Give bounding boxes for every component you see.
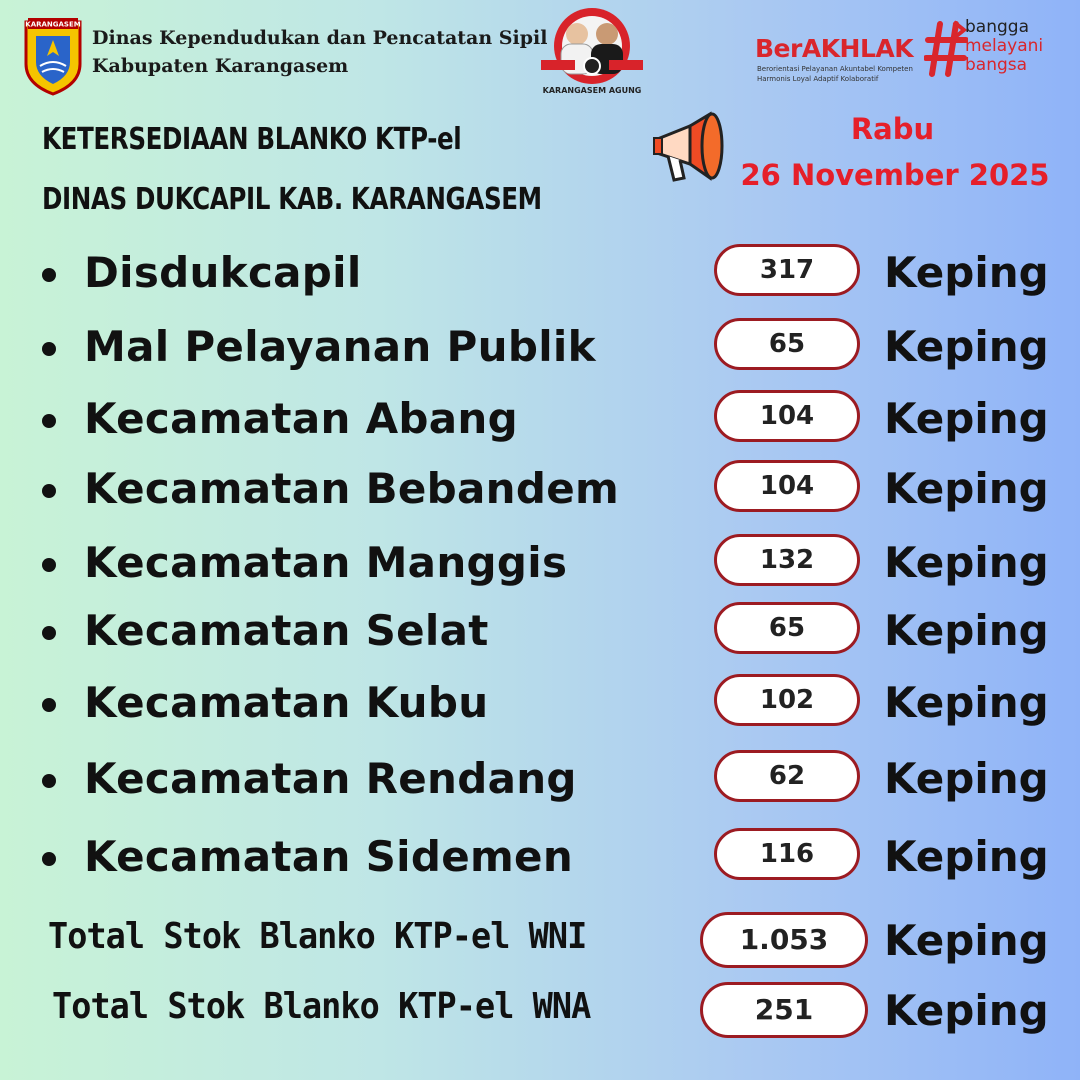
total-value: 1.053 xyxy=(700,912,868,968)
total-row-wni xyxy=(0,910,1080,980)
item-value: 62 xyxy=(714,750,860,802)
berakhlak-logo: BerAKHLAK xyxy=(755,34,914,63)
item-unit: Keping xyxy=(884,322,1049,371)
item-value: 65 xyxy=(714,602,860,654)
item-unit: Keping xyxy=(884,678,1049,727)
list-item xyxy=(0,672,1080,742)
item-unit: Keping xyxy=(884,394,1049,443)
list-item xyxy=(0,600,1080,670)
portrait-caption: KARANGASEM AGUNG xyxy=(542,86,642,95)
total-row-wna xyxy=(0,980,1080,1050)
slogan-line-1: bangga xyxy=(965,17,1029,37)
item-unit: Keping xyxy=(884,248,1049,297)
item-value: 317 xyxy=(714,244,860,296)
total-value: 251 xyxy=(700,982,868,1038)
total-label: Total Stok Blanko KTP-el WNI xyxy=(48,916,587,957)
bullet-icon xyxy=(42,342,56,356)
item-label: Kecamatan Bebandem xyxy=(84,464,620,513)
list-item xyxy=(0,826,1080,896)
slogan xyxy=(965,18,1043,75)
berakhlak-sub-line-1: Berorientasi Pelayanan Akuntabel Kompeten xyxy=(757,65,913,73)
item-unit: Keping xyxy=(884,832,1049,881)
list-item xyxy=(0,388,1080,458)
karangasem-emblem-icon xyxy=(22,14,84,96)
item-unit: Keping xyxy=(884,754,1049,803)
item-value: 104 xyxy=(714,390,860,442)
berakhlak-subtitle xyxy=(757,64,927,84)
item-label: Kecamatan Abang xyxy=(84,394,518,443)
bullet-icon xyxy=(42,558,56,572)
bullet-icon xyxy=(42,268,56,282)
slogan-line-2: melayani xyxy=(965,36,1044,56)
bullet-icon xyxy=(42,626,56,640)
list-item xyxy=(0,748,1080,818)
item-unit: Keping xyxy=(884,464,1049,513)
org-line-2: Kabupaten Karangasem xyxy=(92,55,349,77)
slogan-line-3: bangsa xyxy=(965,55,1028,75)
org-line-1: Dinas Kependudukan dan Pencatatan Sipil xyxy=(92,27,548,49)
day-label: Rabu xyxy=(850,112,935,146)
berakhlak-sub-line-2: Harmonis Loyal Adaptif Kolaboratif xyxy=(757,75,879,83)
item-label: Kecamatan Sidemen xyxy=(84,832,574,881)
item-label: Kecamatan Rendang xyxy=(84,754,577,803)
item-value: 116 xyxy=(714,828,860,880)
item-value: 104 xyxy=(714,460,860,512)
leaders-portrait-icon xyxy=(533,4,651,98)
item-unit: Keping xyxy=(884,986,1049,1035)
bullet-icon xyxy=(42,852,56,866)
item-label: Kecamatan Kubu xyxy=(84,678,489,727)
title-line-1: KETERSEDIAAN BLANKO KTP-el xyxy=(42,122,462,157)
list-item xyxy=(0,532,1080,602)
bullet-icon xyxy=(42,414,56,428)
item-label: Kecamatan Manggis xyxy=(84,538,568,587)
title-line-2: DINAS DUKCAPIL KAB. KARANGASEM xyxy=(42,182,542,217)
list-item xyxy=(0,458,1080,528)
bullet-icon xyxy=(42,698,56,712)
item-label: Kecamatan Selat xyxy=(84,606,489,655)
list-item xyxy=(0,242,1080,312)
item-label: Disdukcapil xyxy=(84,248,362,297)
item-value: 102 xyxy=(714,674,860,726)
item-label: Mal Pelayanan Publik xyxy=(84,322,596,371)
item-unit: Keping xyxy=(884,538,1049,587)
item-value: 65 xyxy=(714,318,860,370)
hashtag-icon xyxy=(924,20,968,78)
item-unit: Keping xyxy=(884,606,1049,655)
bullet-icon xyxy=(42,774,56,788)
megaphone-icon xyxy=(650,108,732,188)
bullet-icon xyxy=(42,484,56,498)
total-label: Total Stok Blanko KTP-el WNA xyxy=(52,986,591,1027)
emblem-text: KARANGASEM xyxy=(25,20,81,29)
date-label: 26 November 2025 xyxy=(740,158,1050,192)
item-value: 132 xyxy=(714,534,860,586)
item-unit: Keping xyxy=(884,916,1049,965)
list-item xyxy=(0,316,1080,386)
organization-name xyxy=(92,24,547,80)
